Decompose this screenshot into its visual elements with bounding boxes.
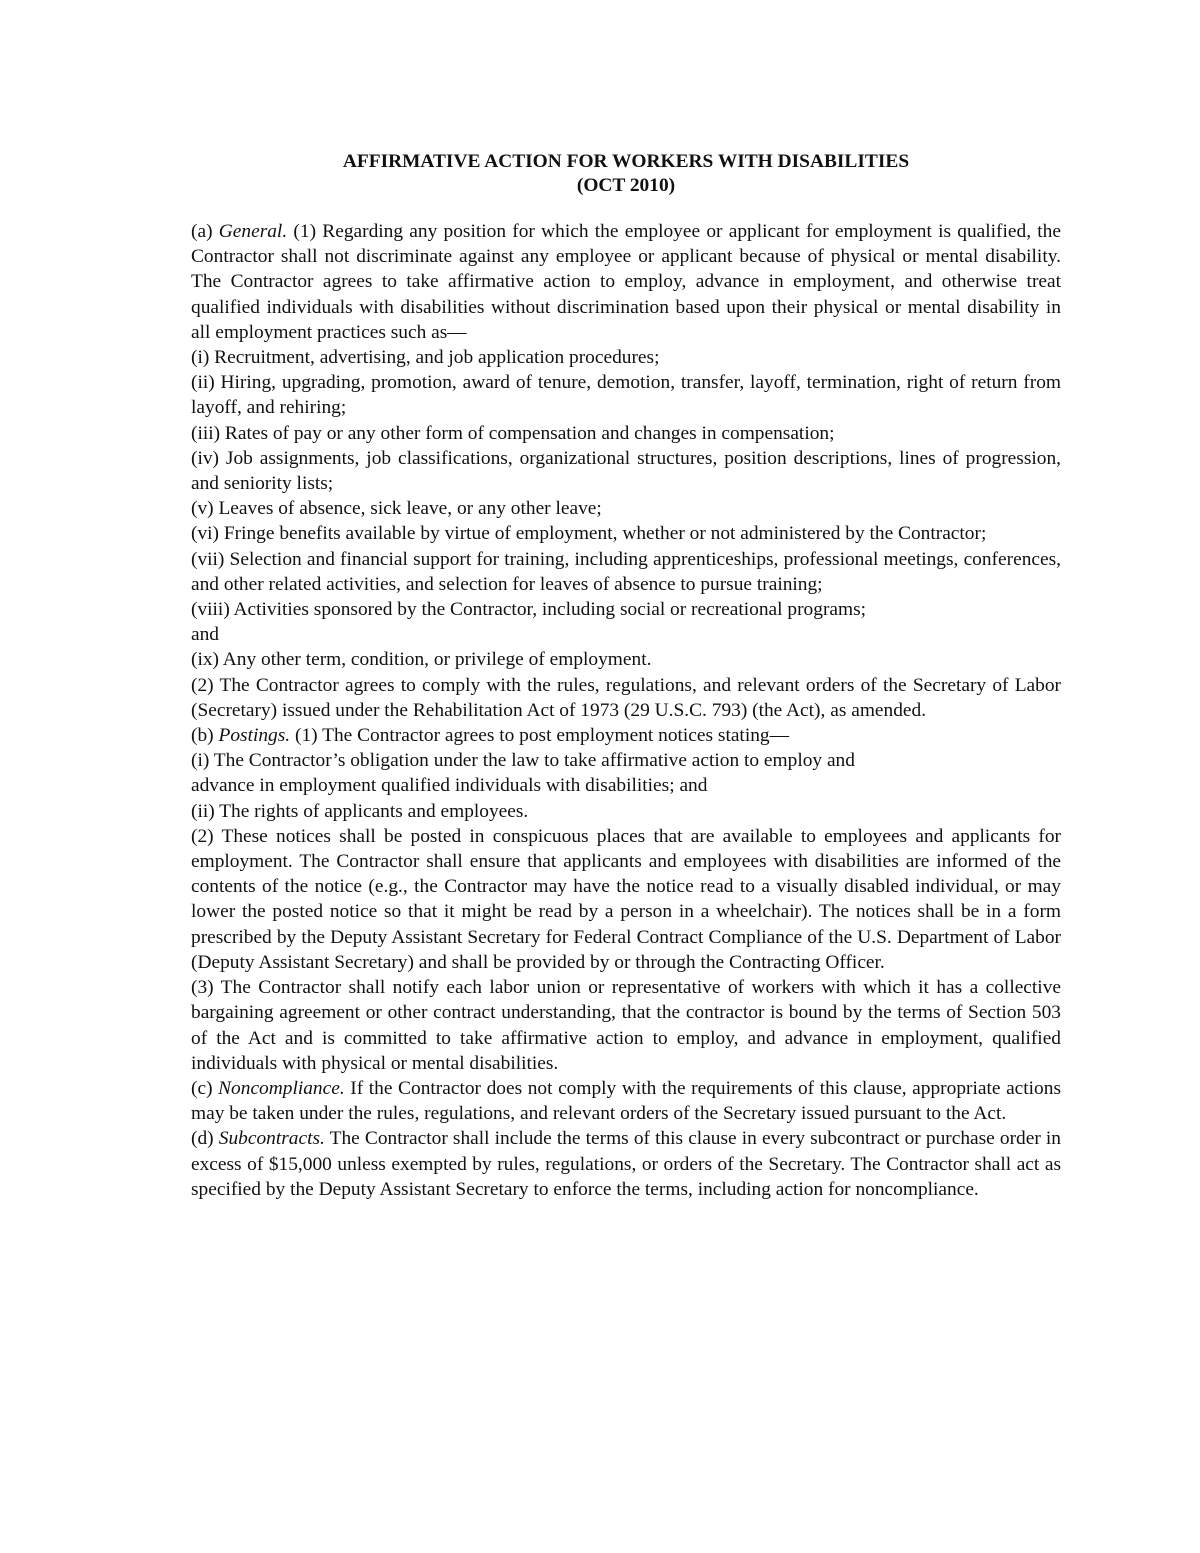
section-a-heading: General. (218, 221, 288, 242)
section-c-paragraph (191, 1076, 1061, 1126)
section-b-heading: Postings. (218, 725, 291, 747)
section-d-paragraph (191, 1126, 1061, 1202)
section-a-item-ii: (ii) Hiring, upgrading, promotion, award of tenure, demotion, transfer, layoff, termination, right of return from layoff, and rehiring; (191, 372, 1061, 419)
document-page (191, 150, 1061, 1202)
section-a-item-vii: (vii) Selection and financial support for training, including apprenticeships, professional meetings, conferences, and other related activities, and selection for leaves of absence to pursue training; (191, 548, 1061, 595)
section-a-item-viii: (viii) Activities sponsored by the Contractor, including social or recreational programs; (191, 599, 867, 621)
document-date: (OCT 2010) (576, 175, 676, 196)
section-b-p1-text: (1) The Contractor agrees to post employment notices stating— (295, 725, 789, 747)
section-b-label: (b) (191, 725, 214, 747)
section-a-label: (a) (191, 221, 213, 242)
section-b-paragraph-3: (3) The Contractor shall notify each labor union or representative of workers with which it has a collective bargaining agreement or other contract understanding, that the contractor is bound by the terms of Section 503 of the Act and is committed to take affirmative action to employ, and advance in employment, qualified individuals with physical or mental disabilities. (191, 977, 1061, 1074)
section-b-item-i-line-2: advance in employment qualified individuals with disabilities; and (191, 775, 708, 797)
section-c-label: (c) (191, 1077, 213, 1099)
section-d-label: (d) (191, 1128, 214, 1150)
section-a-item-iv: (iv) Job assignments, job classifications, organizational structures, position descriptions, lines of progression, and seniority lists; (191, 447, 1061, 495)
section-d-heading: Subcontracts. (218, 1128, 325, 1150)
section-a-p1-text: (1) Regarding any position for which the employee or applicant for employment is qualified, the Contractor shall not discriminate against any employee or applicant because of physical or mental disability. The Contractor agrees to take affirmative action to employ, advance in employment, and otherwise treat qualified individuals with disabilities without discrimination based upon their physical or mental disability in all employment practices such as— (191, 221, 1061, 343)
section-a-paragraph-2: (2) The Contractor agrees to comply with the rules, regulations, and relevant orders of the Secretary of Labor (Secretary) issued under the Rehabilitation Act of 1973 (29 U.S.C. 793) (the Act), as amended. (191, 674, 1061, 721)
section-b-item-ii: (ii) The rights of applicants and employees. (191, 800, 529, 822)
section-a-item-ix: (ix) Any other term, condition, or privilege of employment. (191, 649, 652, 671)
section-b-item-i-line-1: (i) The Contractor’s obligation under the law to take affirmative action to employ and (191, 750, 855, 772)
section-b-paragraph-2: (2) These notices shall be posted in conspicuous places that are available to employees and applicants for employment. The Contractor shall ensure that applicants and employees with disabilities are informed of the contents of the notice (e.g., the Contractor may have the notice read to a visually disabled individual, or may lower the posted notice so that it might be read by a person in a wheelchair). The notices shall be in a form prescribed by the Deputy Assistant Secretary for Federal Contract Compliance of the U.S. Department of Labor (Deputy Assistant Secretary) and shall be provided by or through the Contracting Officer. (191, 825, 1061, 973)
section-a-and: and (191, 624, 219, 646)
section-a-item-iii: (iii) Rates of pay or any other form of compensation and changes in compensation; (191, 422, 835, 444)
section-a-item-vi: (vi) Fringe benefits available by virtue of employment, whether or not administered by the Contractor; (191, 523, 987, 545)
section-a-item-i: (i) Recruitment, advertising, and job application procedures; (191, 347, 660, 369)
section-a-paragraph-1 (191, 219, 1061, 345)
section-a-item-v: (v) Leaves of absence, sick leave, or any other leave; (191, 498, 602, 520)
title-block (191, 150, 1061, 198)
section-b-paragraph-1 (191, 723, 1061, 748)
document-title: AFFIRMATIVE ACTION FOR WORKERS WITH DISABILITIES (342, 151, 910, 172)
section-d-text: The Contractor shall include the terms of this clause in every subcontract or purchase order in excess of $15,000 unless exempted by rules, regulations, or orders of the Secretary. The Contractor shall act as specified by the Deputy Assistant Secretary to enforce the terms, including action for noncompliance. (191, 1128, 1061, 1200)
section-c-heading: Noncompliance. (218, 1077, 345, 1099)
section-c-text: If the Contractor does not comply with the requirements of this clause, appropriate actions may be taken under the rules, regulations, and relevant orders of the Secretary issued pursuant to the Act. (191, 1077, 1061, 1125)
